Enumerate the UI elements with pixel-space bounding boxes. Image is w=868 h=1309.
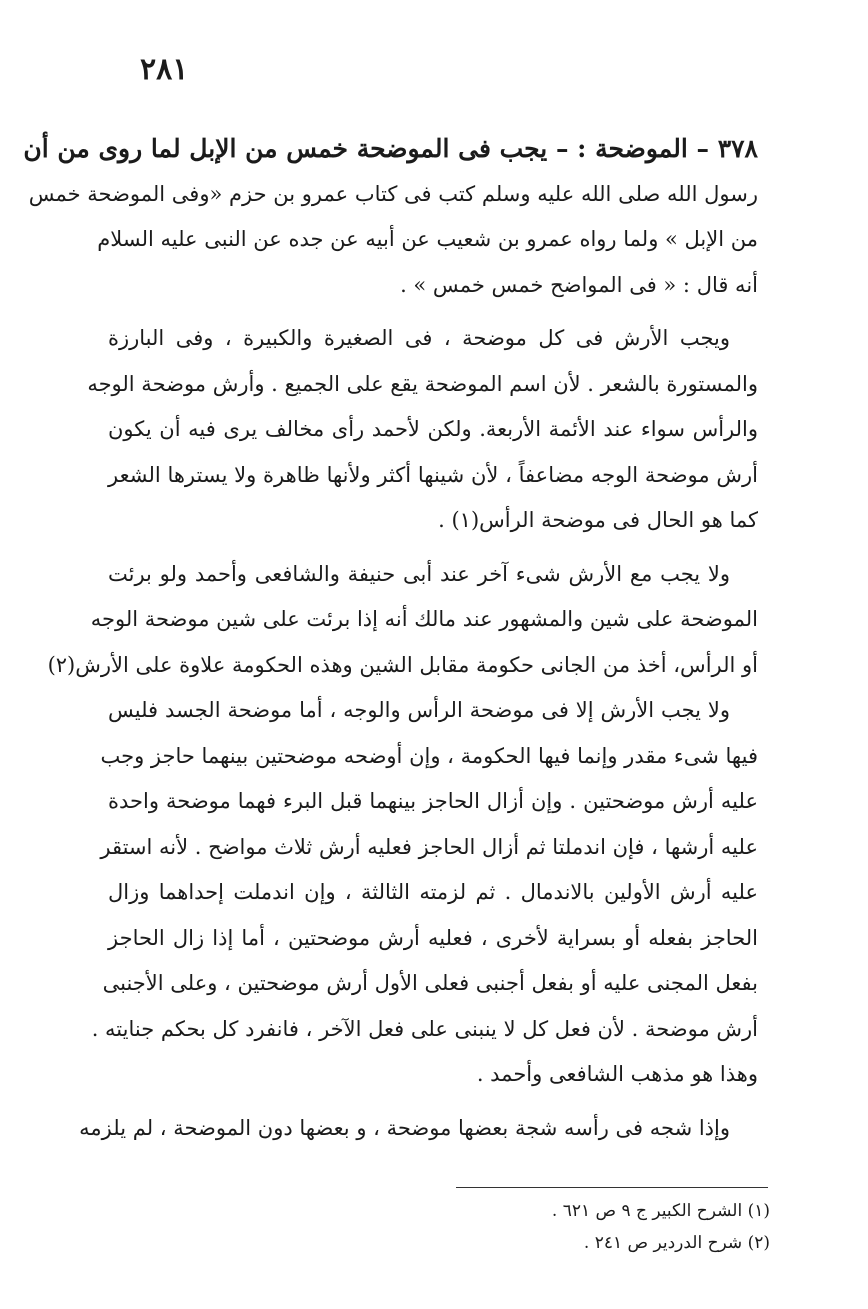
text-line: أو الرأس، أخذ من الجانى حكومة مقابل الشين وهذه الحكومة علاوة على الأرش(٢) (47, 652, 758, 677)
text-line: عليه أرش موضحتين . وإن أزال الحاجز بينهما قبل البرء فهما موضحة واحدة (108, 789, 758, 813)
text-line: كما هو الحال فى موضحة الرأس(١) . (438, 508, 758, 532)
text-line: وإذا شجه فى رأسه شجة بعضها موضحة ، و بعضها دون الموضحة ، لم يلزمه (79, 1115, 730, 1140)
text-line: أنه قال : « فى المواضح خمس خمس » . (400, 272, 758, 297)
footnote: (٢) شرح الدردير ص ٢٤١ . (583, 1233, 770, 1253)
text-line: أرش موضحة . لأن فعل كل لا ينبنى على فعل الآخر ، فانفرد كل بحكم جنايته . (91, 1016, 758, 1041)
text-line: ولا يجب الأرش إلا فى موضحة الرأس والوجه ، أما موضحة الجسد فليس (108, 698, 730, 722)
footnote-separator (456, 1187, 768, 1188)
page-number: ٢٨١ (140, 52, 189, 87)
text-line: الحاجز بفعله أو بسراية لأخرى ، فعليه أرش موضحتين ، أما إذا زال الحاجز (108, 925, 758, 950)
paragraph (79, 1106, 758, 1152)
text-line: ٣٧٨ – الموضحة : – يجب فى الموضحة خمس من الإبل لما روى من أن (23, 134, 758, 163)
paragraph (91, 688, 758, 1098)
text-line: ولا يجب مع الأرش شىء آخر عند أبى حنيفة والشافعى وأحمد ولو برئت (108, 561, 730, 586)
text-line: ويجب الأرش فى كل موضحة ، فى الصغيرة والكبيرة ، وفى البارزة (108, 326, 730, 350)
text-line: وهذا هو مذهب الشافعى وأحمد . (476, 1062, 758, 1086)
paragraph-gap (108, 308, 758, 316)
paragraph-gap (108, 1098, 758, 1106)
text-line: رسول الله صلى الله عليه وسلم كتب فى كتاب عمرو بن حزم «وفى الموضحة خمس (28, 181, 758, 206)
text-line: عليه أرشها ، فإن اندملتا ثم أزال الحاجز فعليه أرش ثلاث مواضح . لأنه استقر (100, 834, 758, 859)
footnotes (440, 1195, 770, 1259)
text-line: فيها شىء مقدر وإنما فيها الحكومة ، وإن أوضحه موضحتين بينهما حاجز وجب (100, 743, 758, 768)
text-line: من الإبل » ولما رواه عمرو بن شعيب عن أبيه عن جده عن النبى عليه السلام (97, 227, 758, 251)
text-line: والمستورة بالشعر . لأن اسم الموضحة يقع على الجميع . وأرش موضحة الوجه (87, 371, 758, 396)
paragraph-gap (108, 544, 758, 552)
paragraph (23, 126, 758, 308)
text-line: والرأس سواء عند الأئمة الأربعة. ولكن لأحمد رأى مخالف يرى فيه أن يكون (108, 417, 758, 441)
footnote: (١) الشرح الكبير ج ٩ ص ٦٢١ . (551, 1201, 770, 1221)
text-line: بفعل المجنى عليه أو بفعل أجنبى فعلى الأول أرش موضحتين ، وعلى الأجنبى (102, 971, 758, 995)
text-line: أرش موضحة الوجه مضاعفاً ، لأن شينها أكثر ولأنها ظاهرة ولا يسترها الشعر (108, 462, 758, 487)
text-line: عليه أرش الأولين بالاندمال . ثم لزمته الثالثة ، وإن اندملت إحداهما وزال (108, 880, 758, 904)
paragraph (87, 316, 758, 544)
body-text (23, 126, 758, 1151)
text-line: الموضحة على شين والمشهور عند مالك أنه إذا برئت على شين موضحة الوجه (90, 607, 758, 631)
paragraph (47, 552, 758, 689)
